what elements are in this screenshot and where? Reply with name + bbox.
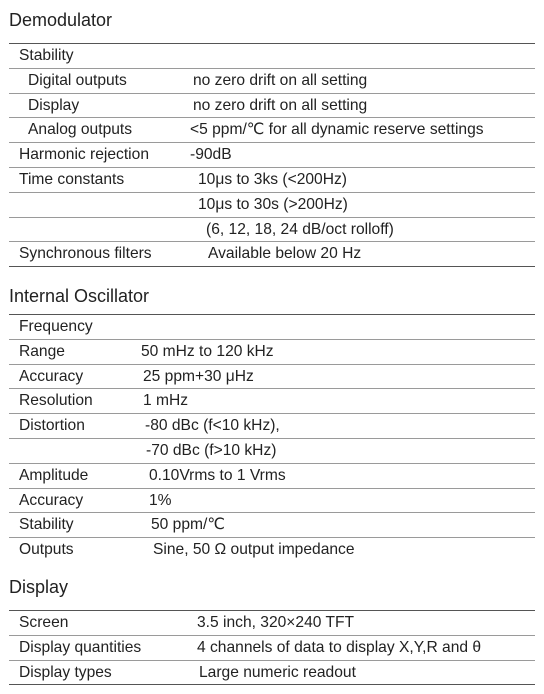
row-value: Sine, 50 Ω output impedance [153,541,355,559]
row-value: no zero drift on all setting [193,71,368,89]
row-value: 25 ppm+30 μHz [143,367,254,385]
table-row [9,340,535,365]
row-label: Amplitude [19,466,89,484]
row-label: Stability [19,516,74,534]
row-value: (6, 12, 18, 24 dB/oct rolloff) [206,220,394,238]
row-label: Stability [19,47,74,64]
row-value: <5 ppm/℃ for all dynamic reserve settings [190,121,484,139]
row-label: Range [19,342,65,360]
row-label: Outputs [19,541,74,559]
table-row [9,636,535,661]
row-label: Distortion [19,417,85,435]
row-label: Frequency [19,318,93,335]
row-value: 1 mHz [143,392,189,410]
row-label: Display quantities [19,638,142,656]
row-label: Display types [19,663,112,681]
row-label: Digital outputs [28,71,127,89]
demodulator-title: Demodulator [9,10,113,30]
demodulator-table [9,43,535,267]
table-row [9,489,535,514]
table-row [9,315,535,340]
row-label: Accuracy [19,491,84,509]
row-label: Synchronous filters [19,245,152,263]
row-value: -70 dBc (f>10 kHz) [146,441,277,459]
table-row [9,143,535,168]
table-row [9,439,535,464]
table-row [9,414,535,439]
row-label: Harmonic rejection [19,146,149,164]
table-row [9,513,535,538]
row-value: -80 dBc (f<10 kHz), [145,417,280,435]
row-value: Large numeric readout [199,663,356,681]
table-row [9,661,535,686]
row-value: -90dB [190,146,232,164]
table-row [9,44,535,69]
oscillator-title: Internal Oscillator [9,286,150,306]
row-value: 50 ppm/℃ [151,516,225,534]
oscillator-table [9,314,535,563]
row-value: 10μs to 30s (>200Hz) [198,195,348,213]
table-row [9,118,535,143]
row-value: 3.5 inch, 320×240 TFT [197,614,355,631]
table-row [9,168,535,193]
table-row [9,242,535,267]
display-table [9,610,535,685]
row-value: 50 mHz to 120 kHz [141,342,274,360]
table-row [9,611,535,636]
table-row [9,389,535,414]
table-row [9,193,535,218]
row-label: Screen [19,614,69,631]
row-label: Analog outputs [28,121,133,139]
row-value: 4 channels of data to display X,Y,R and θ [197,638,482,656]
display-title: Display [9,577,69,597]
table-row [9,538,535,563]
row-label: Display [28,96,80,114]
row-label: Accuracy [19,367,84,385]
table-row [9,218,535,243]
row-label: Resolution [19,392,93,410]
row-value: Available below 20 Hz [208,245,362,263]
row-value: no zero drift on all setting [193,96,368,114]
table-row [9,69,535,94]
row-value: 1% [149,491,172,509]
row-value: 0.10Vrms to 1 Vrms [149,466,286,484]
row-label: Time constants [19,170,125,188]
table-row [9,94,535,119]
table-row [9,464,535,489]
row-value: 10μs to 3ks (<200Hz) [198,170,347,188]
table-row [9,365,535,390]
